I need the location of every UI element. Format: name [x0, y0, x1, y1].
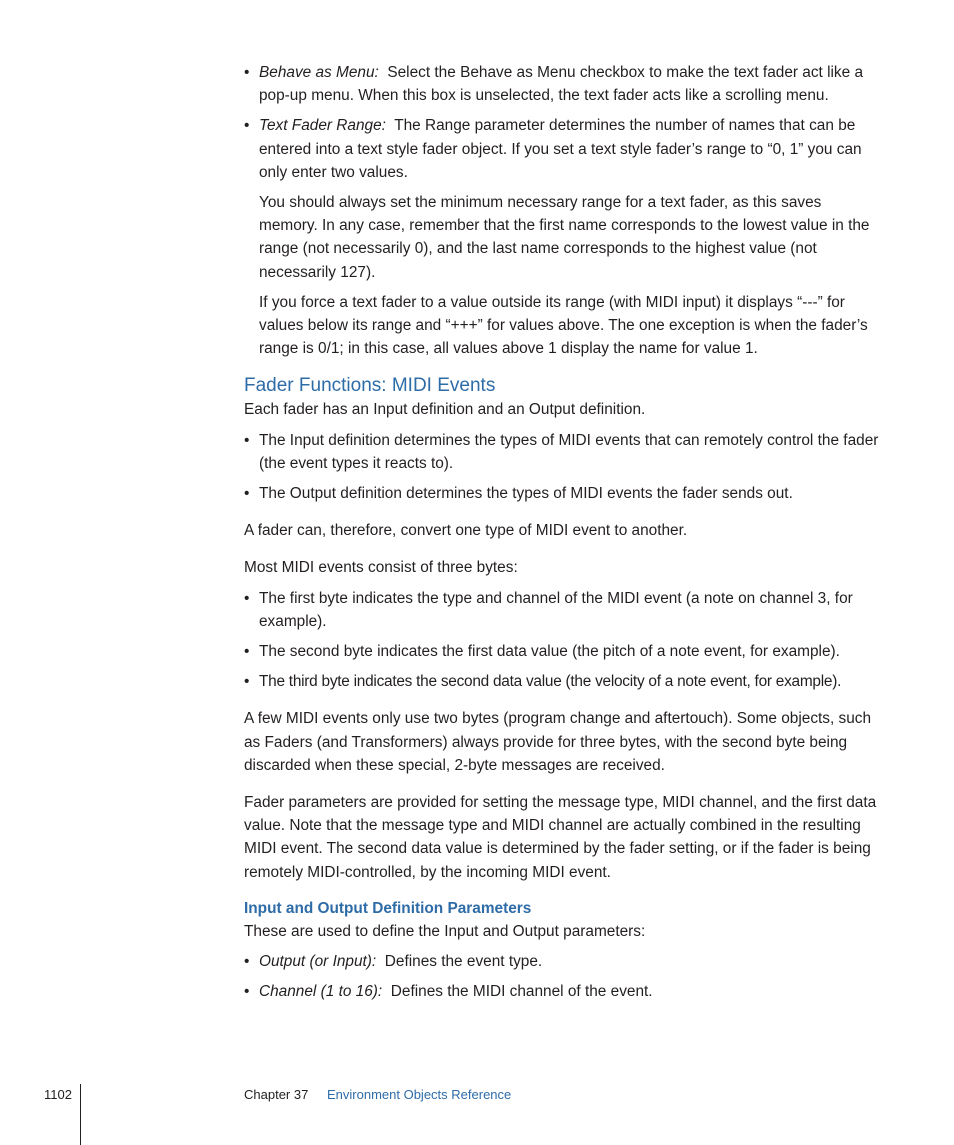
- bullet-text: Defines the event type.: [384, 953, 543, 971]
- paragraph-two-bytes: A few MIDI events only use two bytes (program change and aftertouch). Some objects, such as Faders (and Transformers) always provide for three bytes, with the second byte being discarded when these special, 2-byte messages are received.: [244, 710, 872, 774]
- run-in-label: Text Fader Range:: [259, 117, 386, 135]
- run-in-label: Channel (1 to 16):: [259, 983, 383, 1001]
- bullet-input-definition: • The Input definition determines the types of MIDI events that can remotely control the fader (the event types it reacts to).: [244, 429, 884, 475]
- run-in-label: Output (or Input):: [259, 953, 377, 971]
- paragraph-each-fader: Each fader has an Input definition and an Output definition.: [244, 401, 646, 419]
- paragraph-fader-parameters: Fader parameters are provided for setting the message type, MIDI channel, and the first data value. Note that the message type and MIDI channel are actually combined in the resulting MIDI event. The second data value is determined by the fader setting, or if the fader is being remotely MIDI-controlled, by the incoming MIDI event.: [244, 794, 877, 881]
- page-number: 1102: [44, 1087, 72, 1102]
- bullet-text-fader-range: [244, 114, 884, 184]
- bullet-channel: [244, 980, 884, 1003]
- footer-chapter-title: Environment Objects Reference: [327, 1087, 512, 1102]
- paragraph-convert: A fader can, therefore, convert one type of MIDI event to another.: [244, 522, 688, 540]
- subsection-heading-io-parameters: Input and Output Definition Parameters: [244, 899, 532, 917]
- bullet-output-or-input: [244, 950, 884, 973]
- bullet-first-byte: • The first byte indicates the type and channel of the MIDI event (a note on channel 3, for example).: [244, 587, 884, 633]
- bullet-text: Select the Behave as Menu checkbox to make the text fader act like a pop-up menu. When this box is unselected, the text fader acts like a scrolling menu.: [259, 64, 864, 105]
- bullet-output-definition: • The Output definition determines the types of MIDI events the fader sends out.: [244, 482, 884, 505]
- bullet-behave-as-menu: [244, 61, 884, 107]
- footer-divider: [80, 1084, 81, 1145]
- paragraph-three-bytes: Most MIDI events consist of three bytes:: [244, 559, 518, 577]
- bullet-third-byte: • The third byte indicates the second data value (the velocity of a note event, for example).: [244, 670, 884, 693]
- footer-chapter-label: Chapter 37: [244, 1087, 309, 1102]
- page-body: [244, 61, 884, 1004]
- bullet-text: The Range parameter determines the number of names that can be entered into a text style fader object. If you set a text style fader’s range to “0, 1” you can only enter two values.: [259, 117, 862, 181]
- bullet-second-byte: • The second byte indicates the first data value (the pitch of a note event, for example).: [244, 640, 884, 663]
- run-in-label: Behave as Menu:: [259, 64, 379, 81]
- paragraph-range-outside: If you force a text fader to a value outside its range (with MIDI input) it displays “---” for values below its range and “+++” for values above. The one exception is when the fader’s range is 0/1; in this case, all values above 1 display the name for value 1.: [259, 293, 868, 358]
- paragraph-range-memory: You should always set the minimum necessary range for a text fader, as this saves memory. In any case, remember that the first name corresponds to the lowest value in the range (not necessarily 0), and the last name corresponds to the highest value (not necessarily 127).: [259, 194, 870, 281]
- paragraph-used-to-define: These are used to define the Input and Output parameters:: [244, 922, 646, 940]
- bullet-text: Defines the MIDI channel of the event.: [390, 983, 653, 1001]
- section-heading-midi-events: Fader Functions: MIDI Events: [244, 375, 496, 397]
